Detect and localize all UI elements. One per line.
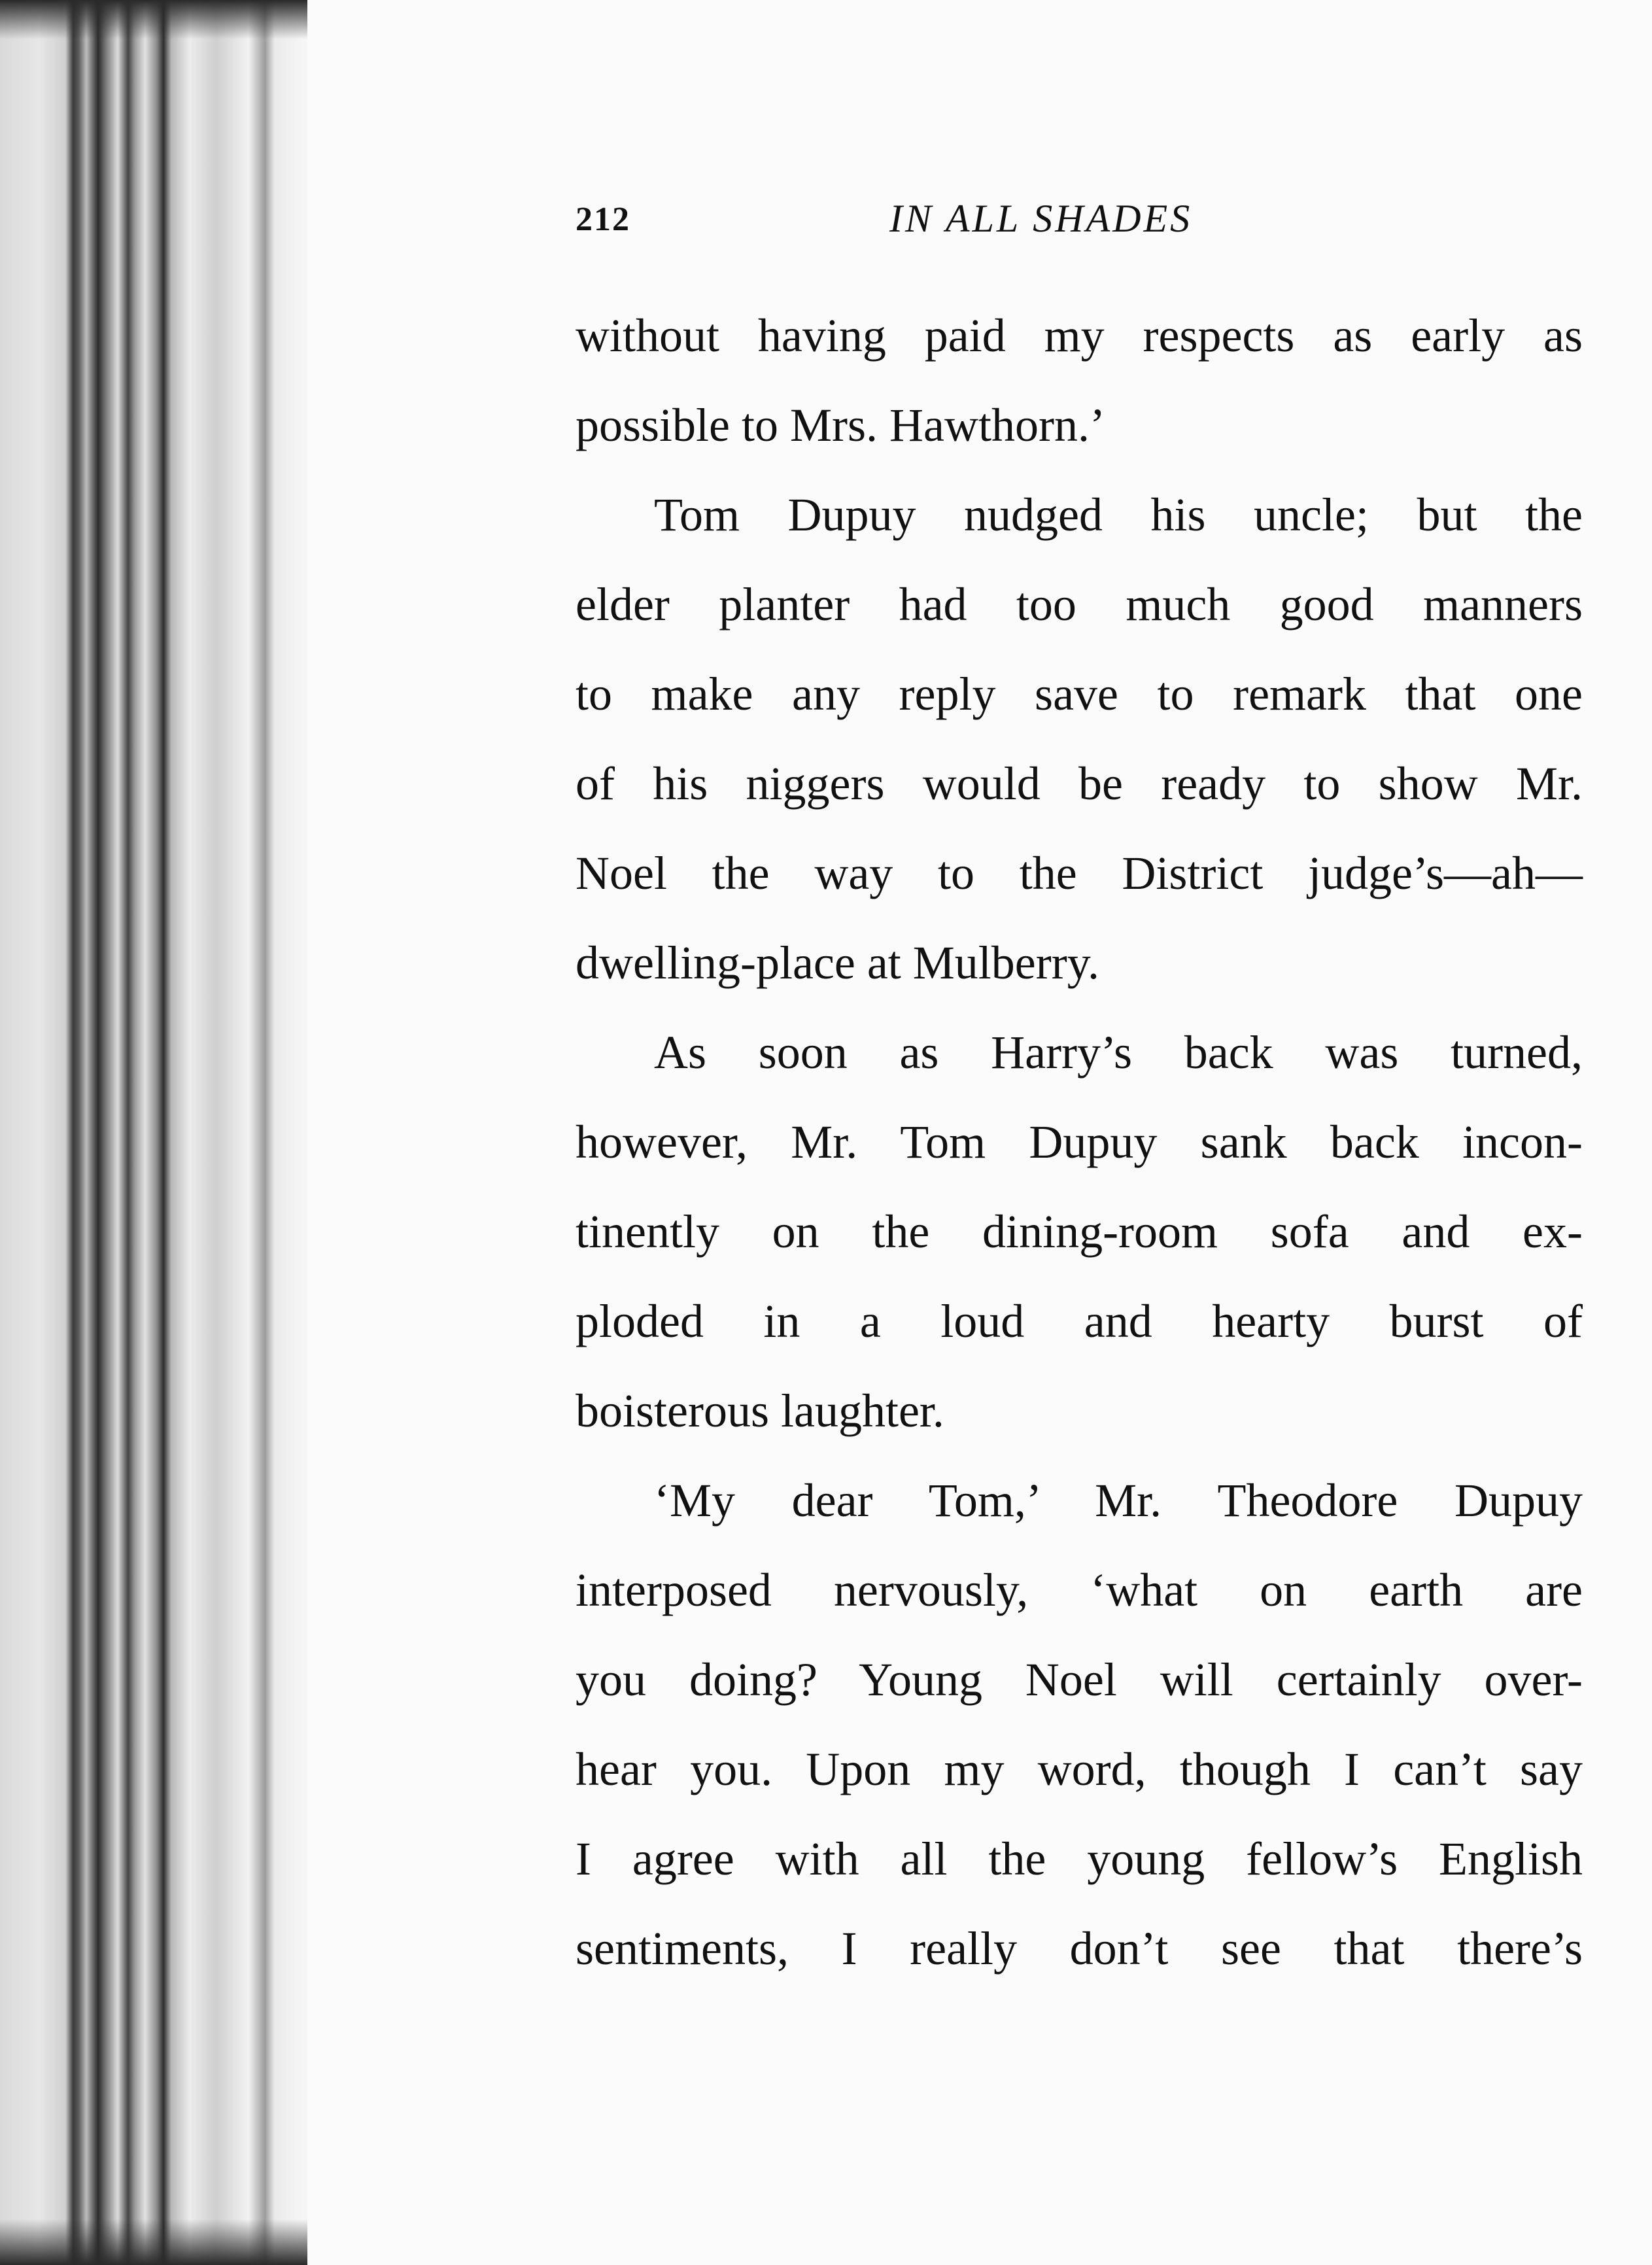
text-line: without having paid my respects as early as <box>576 309 1583 362</box>
text-line: of his niggers would be ready to show Mr. <box>576 757 1583 810</box>
text-line: ‘My dear Tom,’ Mr. Theodore Dupuy <box>654 1474 1583 1527</box>
edge-shadow-top <box>0 0 307 39</box>
text-line: to make any reply save to remark that one <box>576 668 1583 720</box>
text-line: boisterous laughter. <box>576 1385 944 1437</box>
body-text <box>576 291 1583 1994</box>
edge-shadow-bottom <box>0 2219 307 2265</box>
text-line: you doing? Young Noel will certainly over- <box>576 1653 1583 1706</box>
text-line: however, Mr. Tom Dupuy sank back incon- <box>576 1116 1583 1168</box>
text-line: ploded in a loud and hearty burst of <box>576 1295 1583 1347</box>
text-line: I agree with all the young fellow’s English <box>576 1833 1583 1885</box>
text-line: dwelling-place at Mulberry. <box>576 937 1100 989</box>
text-line: interposed nervously, ‘what on earth are <box>576 1564 1583 1616</box>
running-title: IN ALL SHADES <box>889 197 1193 240</box>
text-line: Noel the way to the District judge’s—ah— <box>576 847 1583 899</box>
text-line: tinently on the dining-room sofa and ex- <box>576 1205 1583 1258</box>
running-head <box>576 196 1262 249</box>
text-line: As soon as Harry’s back was turned, <box>654 1026 1583 1079</box>
page-number: 212 <box>576 201 630 238</box>
book-page-edges <box>0 0 307 2265</box>
text-line: elder planter had too much good manners <box>576 578 1583 631</box>
text-line: possible to Mrs. Hawthorn.’ <box>576 399 1105 451</box>
text-line: Tom Dupuy nudged his uncle; but the <box>654 489 1583 541</box>
text-line: sentiments, I really don’t see that there’s <box>576 1922 1583 1975</box>
text-line: hear you. Upon my word, though I can’t say <box>576 1743 1583 1795</box>
